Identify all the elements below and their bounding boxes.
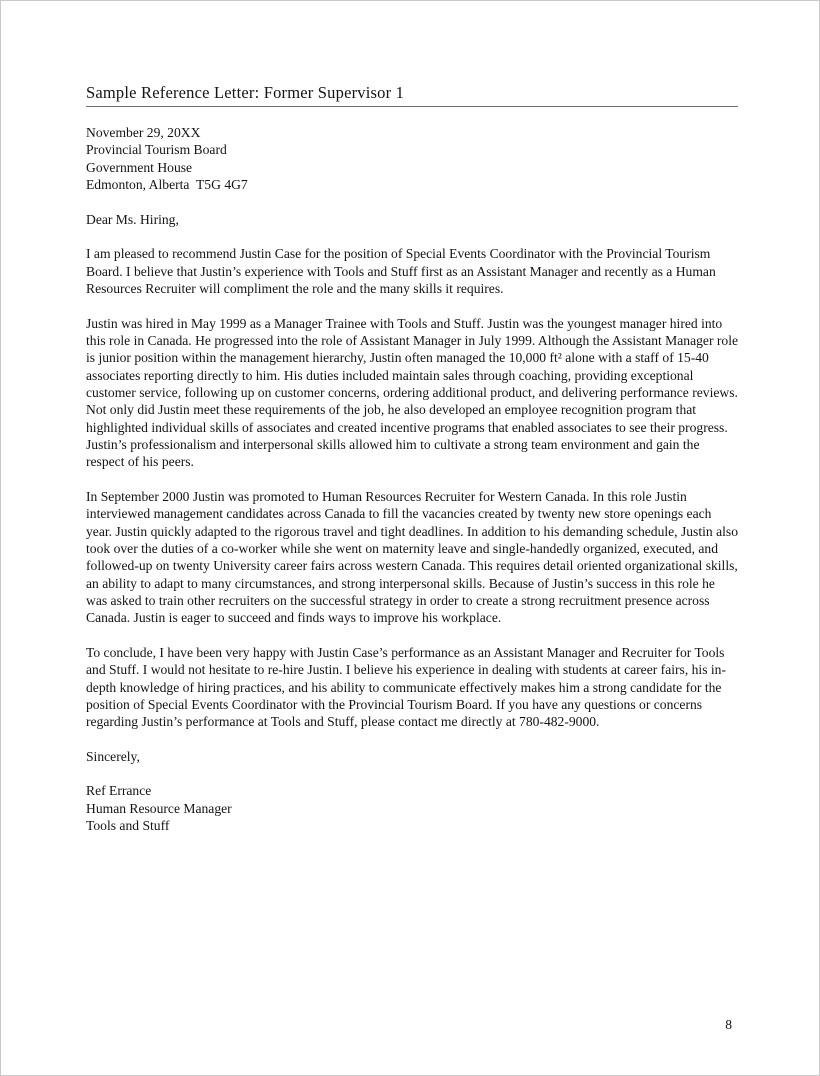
signature-job-title: Human Resource Manager xyxy=(86,800,232,816)
signature-company: Tools and Stuff xyxy=(86,817,170,833)
address-line-organization: Provincial Tourism Board xyxy=(86,142,227,158)
signature-name: Ref Errance xyxy=(86,783,152,799)
salutation: Dear Ms. Hiring, xyxy=(86,211,179,227)
page-title: Sample Reference Letter: Former Supervisor 1 xyxy=(86,83,738,107)
closing: Sincerely, xyxy=(86,748,140,764)
paragraph-recruiter: In September 2000 Justin was promoted to Human Resources Recruiter for Western Canada. In this role Justin interviewed management candidates across Canada to fill the vacancies created by twenty new store openings each year. Justin quickly adapted to the rigorous travel and tight deadlines. In addition to his demanding schedule, Justin also took over the duties of a co-worker while she went on maternity leave and single-handedly organized, executed, and followed-up on twenty University career fairs across western Canada. This requires detail oriented organizational skills, an ability to adapt to many circumstances, and strong interpersonal skills. Because of Justin’s success in this role he was asked to train other recruiters on the successful strategy in order to create a strong recruitment presence across Canada. Justin is eager to succeed and finds ways to improve his workplace. xyxy=(86,489,738,626)
paragraph-assistant-manager: Justin was hired in May 1999 as a Manager Trainee with Tools and Stuff. Justin was the youngest manager hired into this role in Canada. He progressed into the role of Assistant Manager in July 1999. Although the Assistant Manager role is junior position within the management hierarchy, Justin often managed the 10,000 ft² alone with a staff of 15-40 associates reporting directly to him. His duties included maintain sales through coaching, providing exceptional customer service, following up on customer concerns, ordering additional product, and delivering performance reviews. Not only did Justin meet these requirements of the job, he also developed an employee recognition program that highlighted individual skills of associates and created incentive programs that enabled associates to see their progress. Justin’s professionalism and interpersonal skills allowed him to cultivate a strong team environment and gain the respect of his peers. xyxy=(86,315,739,470)
page-number: 8 xyxy=(725,1017,732,1032)
letter-content xyxy=(86,83,738,834)
address-line-building: Government House xyxy=(86,159,193,175)
address-line-city: Edmonton, Alberta T5G 4G7 xyxy=(86,176,248,192)
paragraph-introduction: I am pleased to recommend Justin Case for the position of Special Events Coordinator with the Provincial Tourism Board. I believe that Justin’s experience with Tools and Stuff first as an Assistant Manager and recently as a Human Resources Recruiter will compliment the role and the many skills it requires. xyxy=(86,246,716,297)
signature-block xyxy=(86,782,738,834)
date-address-block xyxy=(86,124,738,193)
paragraph-conclusion: To conclude, I have been very happy with Justin Case’s performance as an Assistant Manager and Recruiter for Tools and Stuff. I would not hesitate to re-hire Justin. I believe his experience in dealing with students at career fairs, his in-depth knowledge of hiring practices, and his ability to communicate effectively makes him a strong candidate for the position of Special Events Coordinator with the Provincial Tourism Board. If you have any questions or concerns regarding Justin’s performance at Tools and Stuff, please contact me directly at 780-482-9000. xyxy=(86,644,726,730)
letter-date: November 29, 20XX xyxy=(86,125,201,140)
